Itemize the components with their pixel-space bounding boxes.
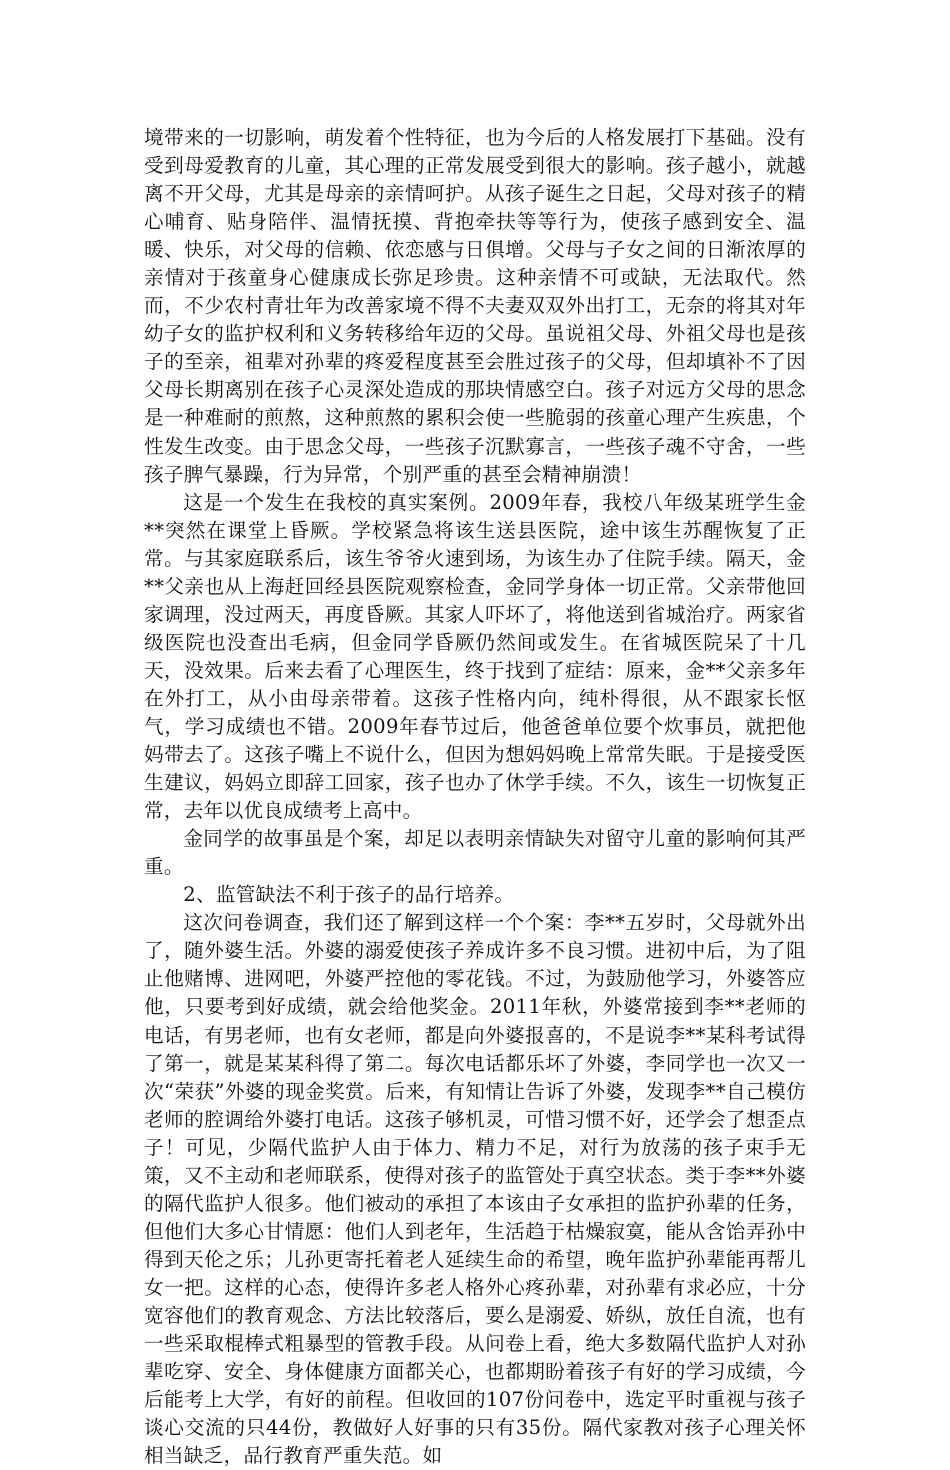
document-body (144, 124, 806, 1470)
paragraph-2: 这是一个发生在我校的真实案例。2009年春，我校八年级某班学生金**突然在课堂上昏厥。学校紧急将该生送县医院，途中该生苏醒恢复了正常。与其家庭联系后，该生爷爷火速到场，为该生办了住院手续。隔天，金**父亲也从上海赶回经县医院观察检查，金同学身体一切正常。父亲带他回家调理，没过两天，再度昏厥。其家人吓坏了，将他送到省城治疗。两家省级医院也没查出毛病，但金同学昏厥仍然间或发生。在省城医院呆了十几天，没效果。后来去看了心理医生，终于找到了症结：原来，金**父亲多年在外打工，从小由母亲带着。这孩子性格内向，纯朴得很，从不跟家长怄气，学习成绩也不错。2009年春节过后，他爸爸单位要个炊事员，就把他妈带去了。这孩子嘴上不说什么，但因为想妈妈晚上常常失眠。于是接受医生建议，妈妈立即辞工回家，孩子也办了休学手续。不久，该生一切恢复正常，去年以优良成绩考上高中。 (144, 490, 806, 823)
paragraph-3: 金同学的故事虽是个案，却足以表明亲情缺失对留守儿童的影响何其严重。 (144, 827, 806, 879)
section-heading: 2、监管缺法不利于孩子的品行培养。 (183, 883, 515, 907)
paragraph-1: 境带来的一切影响，萌发着个性特征，也为今后的人格发展打下基础。没有受到母爱教育的儿童，其心理的正常发展受到很大的影响。孩子越小，就越离不开父母，尤其是母亲的亲情呵护。从孩子诞生之日起，父母对孩子的精心哺育、贴身陪伴、温情抚摸、背抱牵扶等等行为，使孩子感到安全、温暖、快乐，对父母的信赖、依恋感与日俱增。父母与子女之间的日渐浓厚的亲情对于孩童身心健康成长弥足珍贵。这种亲情不可或缺，无法取代。然而，不少农村青壮年为改善家境不得不夫妻双双外出打工，无奈的将其对年幼子女的监护权利和义务转移给年迈的父母。虽说祖父母、外祖父母也是孩子的至亲，祖辈对孙辈的疼爱程度甚至会胜过孩子的父母，但却填补不了因父母长期离别在孩子心灵深处造成的那块情感空白。孩子对远方父母的思念是一种难耐的煎熬，这种煎熬的累积会使一些脆弱的孩童心理产生疾患，个性发生改变。由于思念父母，一些孩子沉默寡言，一些孩子魂不守舍，一些孩子脾气暴躁，行为异常，个别严重的甚至会精神崩溃！ (144, 126, 806, 486)
paragraph-5: 这次问卷调查，我们还了解到这样一个个案：李**五岁时，父母就外出了，随外婆生活。外婆的溺爱使孩子养成许多不良习惯。进初中后，为了阻止他赌博、进网吧，外婆严控他的零花钱。不过，为鼓励他学习，外婆答应他，只要考到好成绩，就会给他奖金。2011年秋，外婆常接到李**老师的电话，有男老师，也有女老师，都是向外婆报喜的，不是说李**某科考试得了第一，就是某某科得了第二。每次电话都乐坏了外婆，李同学也一次又一次“荣获”外婆的现金奖赏。后来，有知情让告诉了外婆，发现李**自己模仿老师的腔调给外婆打电话。这孩子够机灵，可惜习惯不好，还学会了想歪点子！可见，少隔代监护人由于体力、精力不足，对行为放荡的孩子束手无策，又不主动和老师联系，使得对孩子的监管处于真空状态。类于李**外婆的隔代监护人很多。他们被动的承担了本该由子女承担的监护孙辈的任务，但他们大多心甘情愿：他们人到老年，生活趋于枯燥寂寞，能从含饴弄孙中得到天伦之乐；儿孙更寄托着老人延续生命的希望，晚年监护孙辈能再帮儿女一把。这样的心态，使得许多老人格外心疼孙辈，对孙辈有求必应，十分宽容他们的教育观念、方法比较落后，要么是溺爱、娇纵，放任自流，也有一些采取棍棒式粗暴型的管教手段。从问卷上看，绝大多数隔代监护人对孙辈吃穿、安全、身体健康方面都关心，也都期盼着孩子有好的学习成绩，今后能考上大学，有好的前程。但收回的107份问卷中，选定平时重视与孩子谈心交流的只44份，教做好人好事的只有35份。隔代家教对孩子心理关怀相当缺乏，品行教育严重失范。如 (144, 911, 806, 1468)
